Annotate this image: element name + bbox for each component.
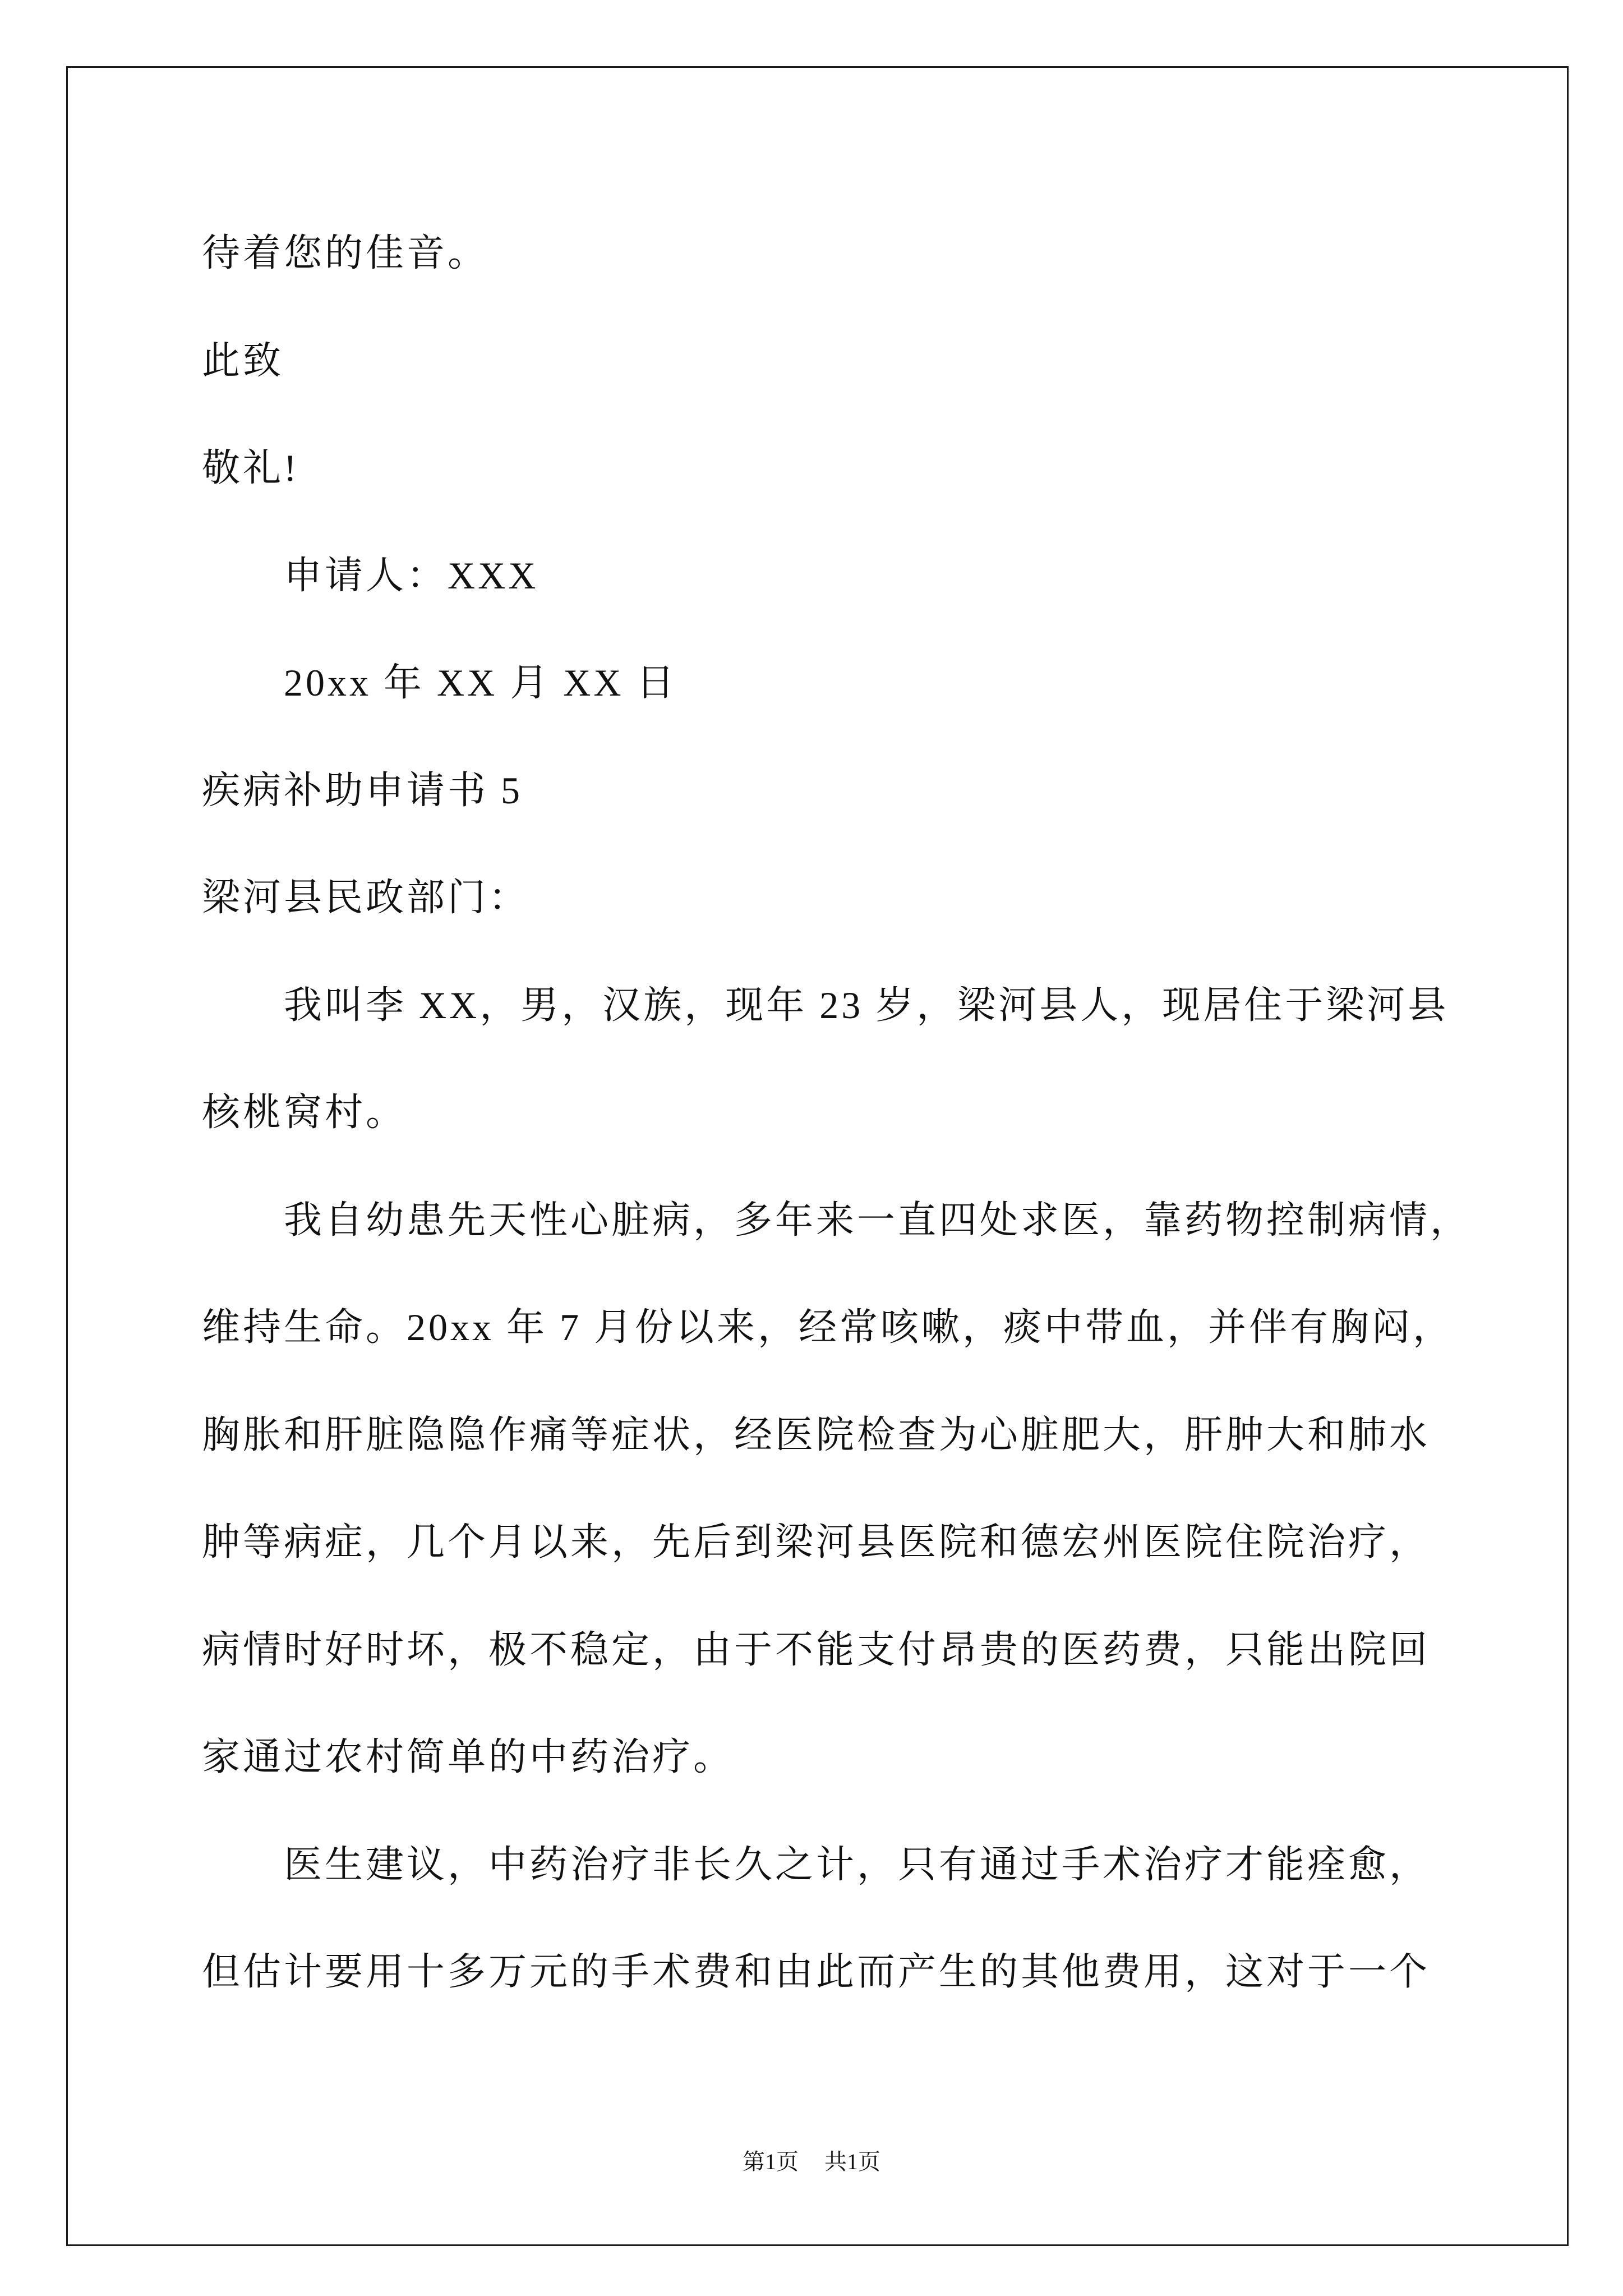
paragraph-line: 家通过农村简单的中药治疗。 — [202, 1736, 735, 1778]
page-number-current: 第1页 — [743, 2149, 799, 2174]
paragraph-line: 但估计要用十多万元的手术费和由此而产生的其他费用，这对于一个 — [202, 1950, 1431, 1993]
recipient-line: 梁河县民政部门： — [202, 876, 530, 919]
paragraph-line: 我叫李 XX，男，汉族，现年 23 岁，梁河县人，现居住于梁河县 — [284, 983, 1449, 1027]
salutation-cizhi: 此致 — [202, 339, 284, 382]
page-number-total: 共1页 — [824, 2149, 880, 2174]
paragraph-line: 维持生命。20xx 年 7 月份以来，经常咳嗽，痰中带血，并伴有胸闷， — [202, 1306, 1454, 1349]
section-title: 疾病补助申请书 5 — [202, 769, 523, 812]
salutation-jingli: 敬礼! — [202, 447, 299, 489]
paragraph-line: 肿等病症，几个月以来，先后到梁河县医院和德宏州医院住院治疗， — [202, 1521, 1431, 1563]
paragraph-line: 我自幼患先天性心脏病，多年来一直四处求医，靠药物控制病情， — [284, 1198, 1472, 1241]
paragraph-line: 胸胀和肝脏隐隐作痛等症状，经医院检查为心脏肥大，肝肿大和肺水 — [202, 1413, 1431, 1456]
paragraph-line: 病情时好时坏，极不稳定，由于不能支付昂贵的医药费，只能出院回 — [202, 1628, 1431, 1671]
paragraph-line: 医生建议，中药治疗非长久之计，只有通过手术治疗才能痊愈， — [284, 1843, 1431, 1886]
page-footer — [0, 2147, 1623, 2177]
paragraph-line: 核桃窝村。 — [202, 1091, 407, 1134]
document-body — [202, 200, 1509, 2026]
applicant-signature: 申请人：XXX — [284, 554, 539, 597]
signature-date: 20xx 年 XX 月 XX 日 — [284, 661, 677, 704]
closing-line: 待着您的佳音。 — [202, 232, 489, 274]
